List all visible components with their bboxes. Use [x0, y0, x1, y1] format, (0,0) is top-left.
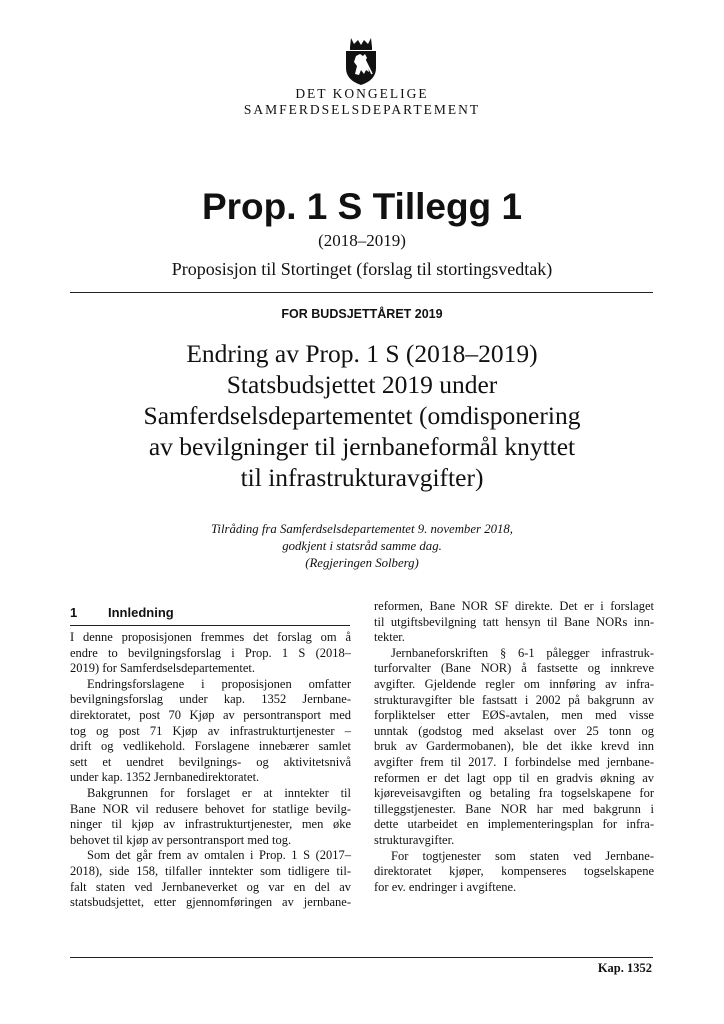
text-line: ninger til kjøp av infrastrukturtjenester, men øke — [70, 817, 351, 832]
text-line: sett et uendret bevilgnings- og aktivitetsnivå — [70, 754, 351, 769]
main-heading-line: Endring av Prop. 1 S (2018–2019) — [186, 339, 538, 368]
text-line: avgifter. Gjeldende regler om innføring av infra- — [374, 676, 654, 691]
document-title: Prop. 1 S Tillegg 1 — [201, 186, 523, 227]
chapter-footer: Kap. 1352 — [597, 961, 652, 975]
text-line: 2019) for Samferdselsdepartementet. — [70, 661, 256, 676]
text-line: under kap. 1352 Jernbanedirektoratet. — [70, 770, 260, 785]
footer-divider — [70, 957, 653, 958]
text-line: behovet til kjøp av persontransport med tog. — [70, 832, 292, 847]
text-line: Endringsforslagene i proposisjonen omfatter — [87, 676, 351, 691]
text-line: direktoratet kjøper, kompenseres togselskapene — [374, 864, 654, 879]
text-line: avgifter frem til 2017. I forbindelse med jernbane- — [374, 754, 654, 769]
budget-year-label: FOR BUDSJETTÅRET 2019 — [281, 307, 443, 321]
section-title: Innledning — [108, 605, 174, 620]
section-heading — [70, 605, 350, 620]
text-line: for ev. endringer i avgiftene. — [374, 879, 517, 894]
text-line: Bakgrunnen for forslaget er at inntekter til — [87, 785, 351, 800]
text-line: forpliktelser etter EØS-avtalen, men med visse — [374, 708, 654, 723]
text-line: statsbudsjettet, etter gjennomføringen av jernbane- — [70, 895, 351, 910]
text-line: dette utarbeidet en implementeringsplan for infra- — [374, 817, 654, 832]
text-line: til utgiftsbevilgning tatt hensyn til Bane NORs inn- — [374, 614, 654, 629]
text-line: falt staten ved Jernbaneverket og var en del av — [70, 879, 351, 894]
text-line: 2018), side 158, tilfaller inntekter som tidligere til- — [70, 863, 351, 878]
left-text-column — [70, 630, 351, 911]
department-name-line1: DET KONGELIGE — [295, 86, 429, 101]
department-name-line2: SAMFERDSELSDEPARTEMENT — [243, 102, 481, 117]
text-line: direktoratet, post 70 Kjøp av persontransport med — [70, 707, 351, 722]
text-line: turforvalter (Bane NOR) å fastsette og innkreve — [374, 661, 654, 676]
recommendation-note — [0, 521, 724, 572]
text-line: drift og vedlikehold. Forslagene innebærer samlet — [70, 739, 351, 754]
text-line: kjøreveisavgiften og betaling fra togselskapene for — [374, 786, 654, 801]
text-line: Bane NOR vil redusere behovet for statlige bevilg- — [70, 801, 351, 816]
text-line: I denne proposisjonen fremmes det forslag om å — [70, 630, 351, 644]
main-heading-line: Statsbudsjettet 2019 under — [226, 370, 498, 399]
text-line: reformen er det lagt opp til en gradvis økning av — [374, 770, 654, 785]
text-line: endre to bevilgningsforslag i Prop. 1 S (2018– — [70, 645, 351, 660]
header-divider — [70, 292, 653, 293]
recommendation-line: godkjent i statsråd samme dag. — [282, 539, 442, 553]
session-years: (2018–2019) — [318, 231, 406, 250]
norwegian-coat-of-arms-icon — [338, 34, 384, 86]
section-divider — [70, 625, 350, 626]
right-text-column — [374, 599, 654, 895]
recommendation-line: Tilråding fra Samferdselsdepartementet 9. november 2018, — [210, 522, 513, 536]
text-line: bruk av Gardermobanen), ble det ikke krevd inn — [374, 739, 654, 754]
text-line: tekter. — [374, 630, 405, 645]
text-line: Jernbaneforskriften § 6-1 pålegger infrastruk- — [391, 645, 654, 660]
text-line: strukturavgifter. — [374, 832, 455, 847]
document-subtitle: Proposisjon til Stortinget (forslag til stortingsvedtak) — [171, 259, 553, 279]
main-heading-line: Samferdselsdepartementet (omdisponering — [143, 401, 581, 430]
text-line: bevilgningsforslag under kap. 1352 Jernbane- — [70, 692, 351, 707]
text-line: tilleggstjenester. Bane NOR har med bakgrunn i — [374, 801, 654, 816]
text-line: unntak (godstog med akselast over 25 tonn og — [374, 723, 654, 738]
main-heading-line: til infrastrukturavgifter) — [240, 463, 484, 492]
main-heading-line: av bevilgninger til jernbaneformål knyttet — [148, 432, 576, 461]
text-line: tog og post 71 Kjøp av infrastrukturtjenester – — [70, 723, 351, 738]
text-line: strukturavgifter ble fastsatt i 2002 på bakgrunn av — [374, 692, 654, 707]
section-number: 1 — [70, 605, 78, 620]
main-heading — [62, 338, 662, 493]
recommendation-line: (Regjeringen Solberg) — [305, 556, 419, 570]
text-line: reformen, Bane NOR SF direkte. Det er i forslaget — [374, 599, 654, 613]
text-line: For togtjenester som staten ved Jernbane- — [391, 848, 654, 863]
text-line: Som det går frem av omtalen i Prop. 1 S (2017– — [87, 848, 351, 863]
